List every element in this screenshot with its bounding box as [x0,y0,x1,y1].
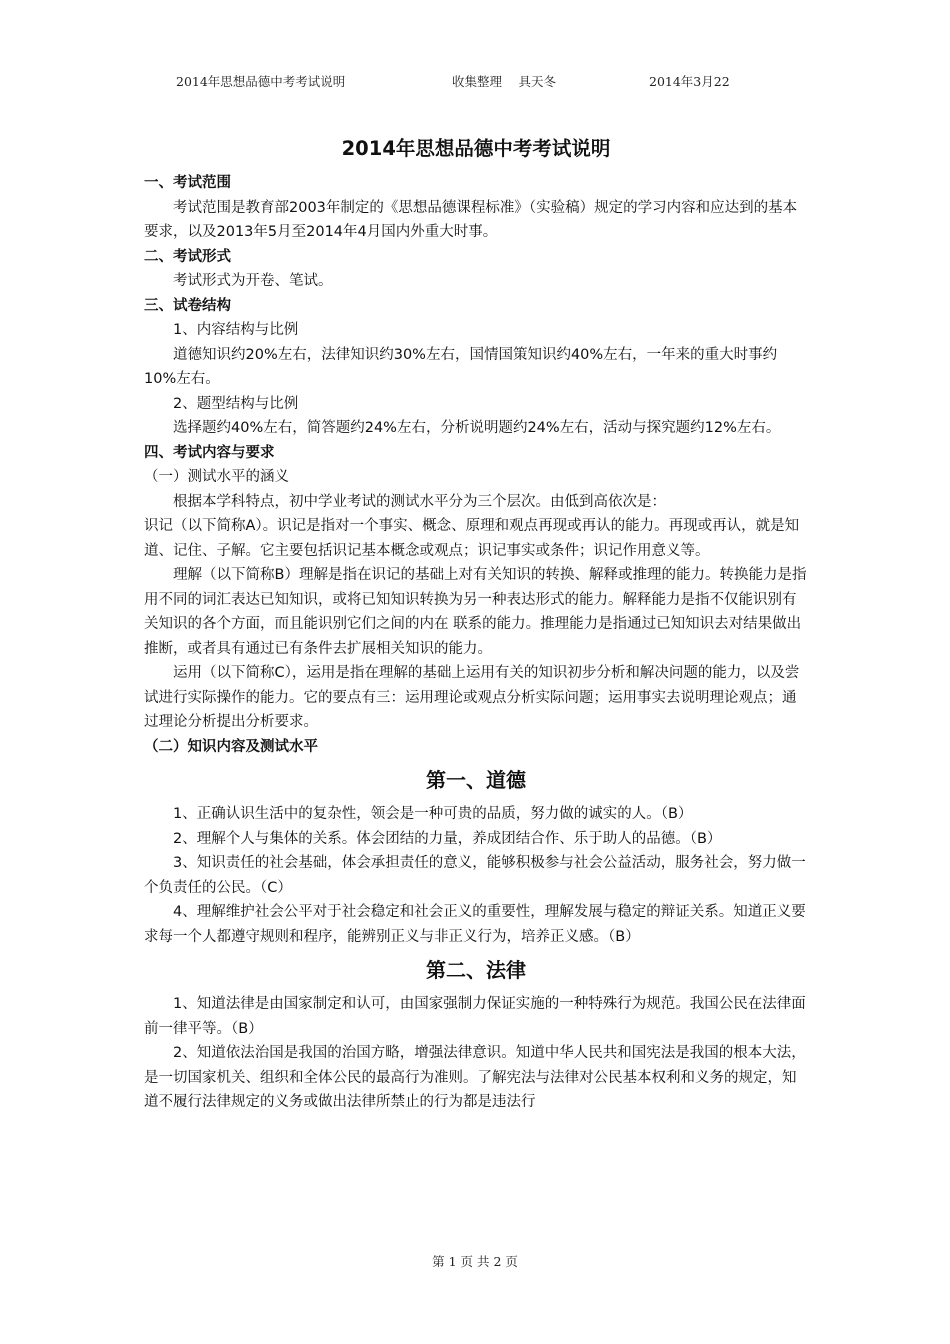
paragraph-level-a: 识记（以下简称A）。识记是指对一个事实、概念、原理和观点再现或再认的能力。再现或再认，就是知道、记住、子解。它主要包括识记基本概念或观点；识记事实或条件；识记作用意义等。 [144,518,800,559]
paragraph-scope: 考试范围是教育部2003年制定的《思想品德课程标准》（实验稿）规定的学习内容和应达到的基本要求，以及2013年5月至2014年4月国内外重大时事。 [144,199,798,240]
paragraph-level-b: 理解（以下简称B）理解是指在识记的基础上对有关知识的转换、解释或推理的能力。转换能力是指用不同的词汇表达已知知识，或将已知知识转换为另一种表达形式的能力。解释能力是指不仅能识别有关知识的各个方面，而且能识别它们之间的内在 联系的能力。推理能力是指通过已知知识去对结果做出推断，或者具有通过已有条件去扩展相关知识的能力。 [144,567,807,657]
section-heading-structure: 三、试卷结构 [144,297,231,314]
paragraph-level-c: 运用（以下简称C），运用是指在理解的基础上运用有关的知识初步分析和解决问题的能力，以及尝试进行实际操作的能力。它的要点有三：运用理论或观点分析实际问题；运用事实去说明理论观点；通过理论分析提出分析要求。 [144,665,800,730]
paragraph-levels-intro: 根据本学科特点，初中学业考试的测试水平分为三个层次。由低到高依次是： [173,493,666,510]
section-heading-form: 二、考试形式 [144,248,231,265]
subheading-knowledge-levels: （二）知识内容及测试水平 [144,738,318,755]
list-item: 2、理解个人与集体的关系。体会团结的力量，养成团结合作、乐于助人的品德。（B） [173,830,722,847]
document-body [144,134,808,1115]
list-item: 4、理解维护社会公平对于社会稳定和社会正义的重要性，理解发展与稳定的辩证关系。知道正义要求每一个人都遵守规则和程序，能辨别正义与非正义行为，培养正义感。（B） [144,904,806,945]
section-heading-scope: 一、考试范围 [144,175,231,191]
list-item: 1、知道法律是由国家制定和认可，由国家强制力保证实施的一种特殊行为规范。我国公民在法律面前一律平等。（B） [144,996,806,1037]
header-author: 收集整理 具天冬 [452,74,556,89]
list-item: 3、知识责任的社会基础，体会承担责任的意义，能够积极参与社会公益活动，服务社会，努力做一个负责任的公民。（C） [144,855,806,896]
list-item: 2、知道依法治国是我国的治国方略，增强法律意识。知道中华人民共和国宪法是我国的根本大法，是一切国家机关、组织和全体公民的最高行为准则。了解宪法与法律对公民基本权利和义务的规定，知道不履行法律规定的义务或做出法律所禁止的行为都是违法行 [144,1045,806,1110]
document-title: 2014年思想品德中考考试说明 [341,137,611,160]
header-date: 2014年3月22 [649,74,730,89]
paragraph-content-ratio: 道德知识约20%左右，法律知识约30%左右，国情国策知识约40%左右，一年来的重大时事约10%左右。 [144,346,778,387]
page-footer: 第 1 页 共 2 页 [432,1254,518,1269]
subheading-test-levels: （一）测试水平的涵义 [144,469,289,485]
subheading-question-types: 2、题型结构与比例 [173,395,299,412]
list-item: 1、正确认识生活中的复杂性，领会是一种可贵的品质，努力做的诚实的人。（B） [173,806,693,822]
paragraph-question-types: 选择题约40%左右，简答题约24%左右，分析说明题约24%左右，活动与探究题约12%左右。 [173,420,781,436]
section-heading-content: 四、考试内容与要求 [144,444,275,461]
chapter-heading-law: 第二、法律 [426,958,526,982]
page-header [0,72,950,92]
subheading-content-ratio: 1、内容结构与比例 [173,322,299,338]
paragraph-form: 考试形式为开卷、笔试。 [173,273,333,289]
header-doc-title: 2014年思想品德中考考试说明 [176,74,346,89]
chapter-heading-morality: 第一、道德 [426,768,526,792]
